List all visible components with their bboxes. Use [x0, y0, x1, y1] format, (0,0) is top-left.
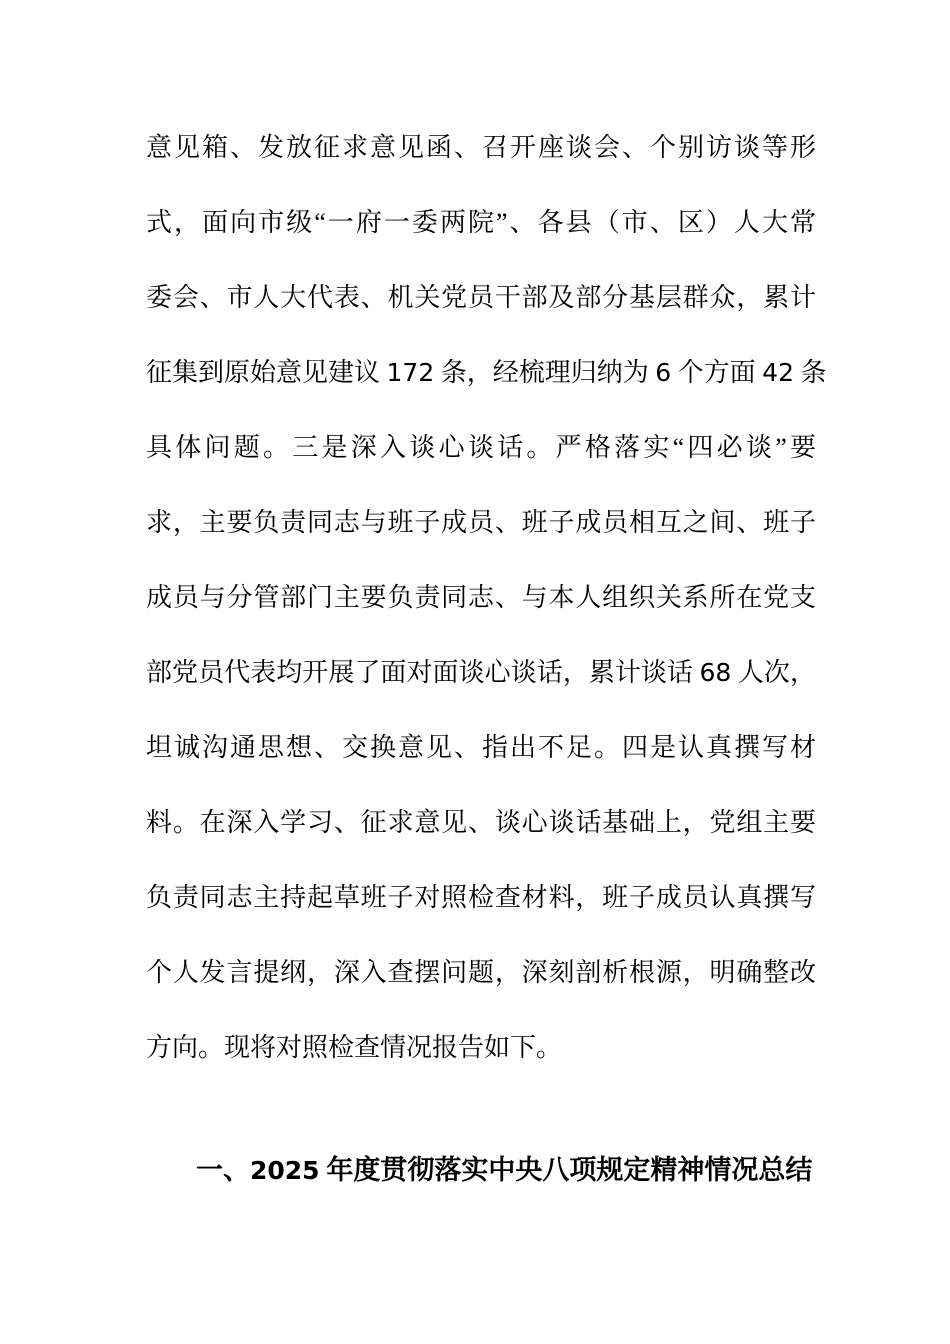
text-line: 委会、市人大代表、机关党员干部及部分基层群众，累计	[146, 283, 816, 312]
text-line: 征集到原始意见建议 172 条，经梳理归纳为 6 个方面 42 条	[146, 358, 827, 387]
text-line: 具体问题。三是深入谈心谈话。严格落实“四必谈”要	[146, 433, 816, 462]
text-line: 坦诚沟通思想、交换意见、指出不足。四是认真撰写材	[146, 733, 816, 762]
text-line: 求，主要负责同志与班子成员、班子成员相互之间、班子	[146, 508, 816, 537]
text-line: 负责同志主持起草班子对照检查材料，班子成员认真撰写	[146, 883, 816, 912]
section-heading: 一、2025 年度贯彻落实中央八项规定精神情况总结	[196, 1155, 813, 1185]
document-body	[146, 110, 827, 1208]
text-line: 个人发言提纲，深入查摆问题，深刻剖析根源，明确整改	[146, 958, 816, 987]
text-line: 部党员代表均开展了面对面谈心谈话，累计谈话 68 人次，	[146, 658, 816, 687]
text-line: 料。在深入学习、征求意见、谈心谈话基础上，党组主要	[146, 808, 816, 837]
text-line: 意见箱、发放征求意见函、召开座谈会、个别访谈等形	[146, 133, 816, 162]
text-line: 方向。现将对照检查情况报告如下。	[146, 1033, 563, 1062]
text-line: 式，面向市级“一府一委两院”、各县（市、区）人大常	[146, 208, 816, 237]
text-line: 成员与分管部门主要负责同志、与本人组织关系所在党支	[146, 583, 816, 612]
